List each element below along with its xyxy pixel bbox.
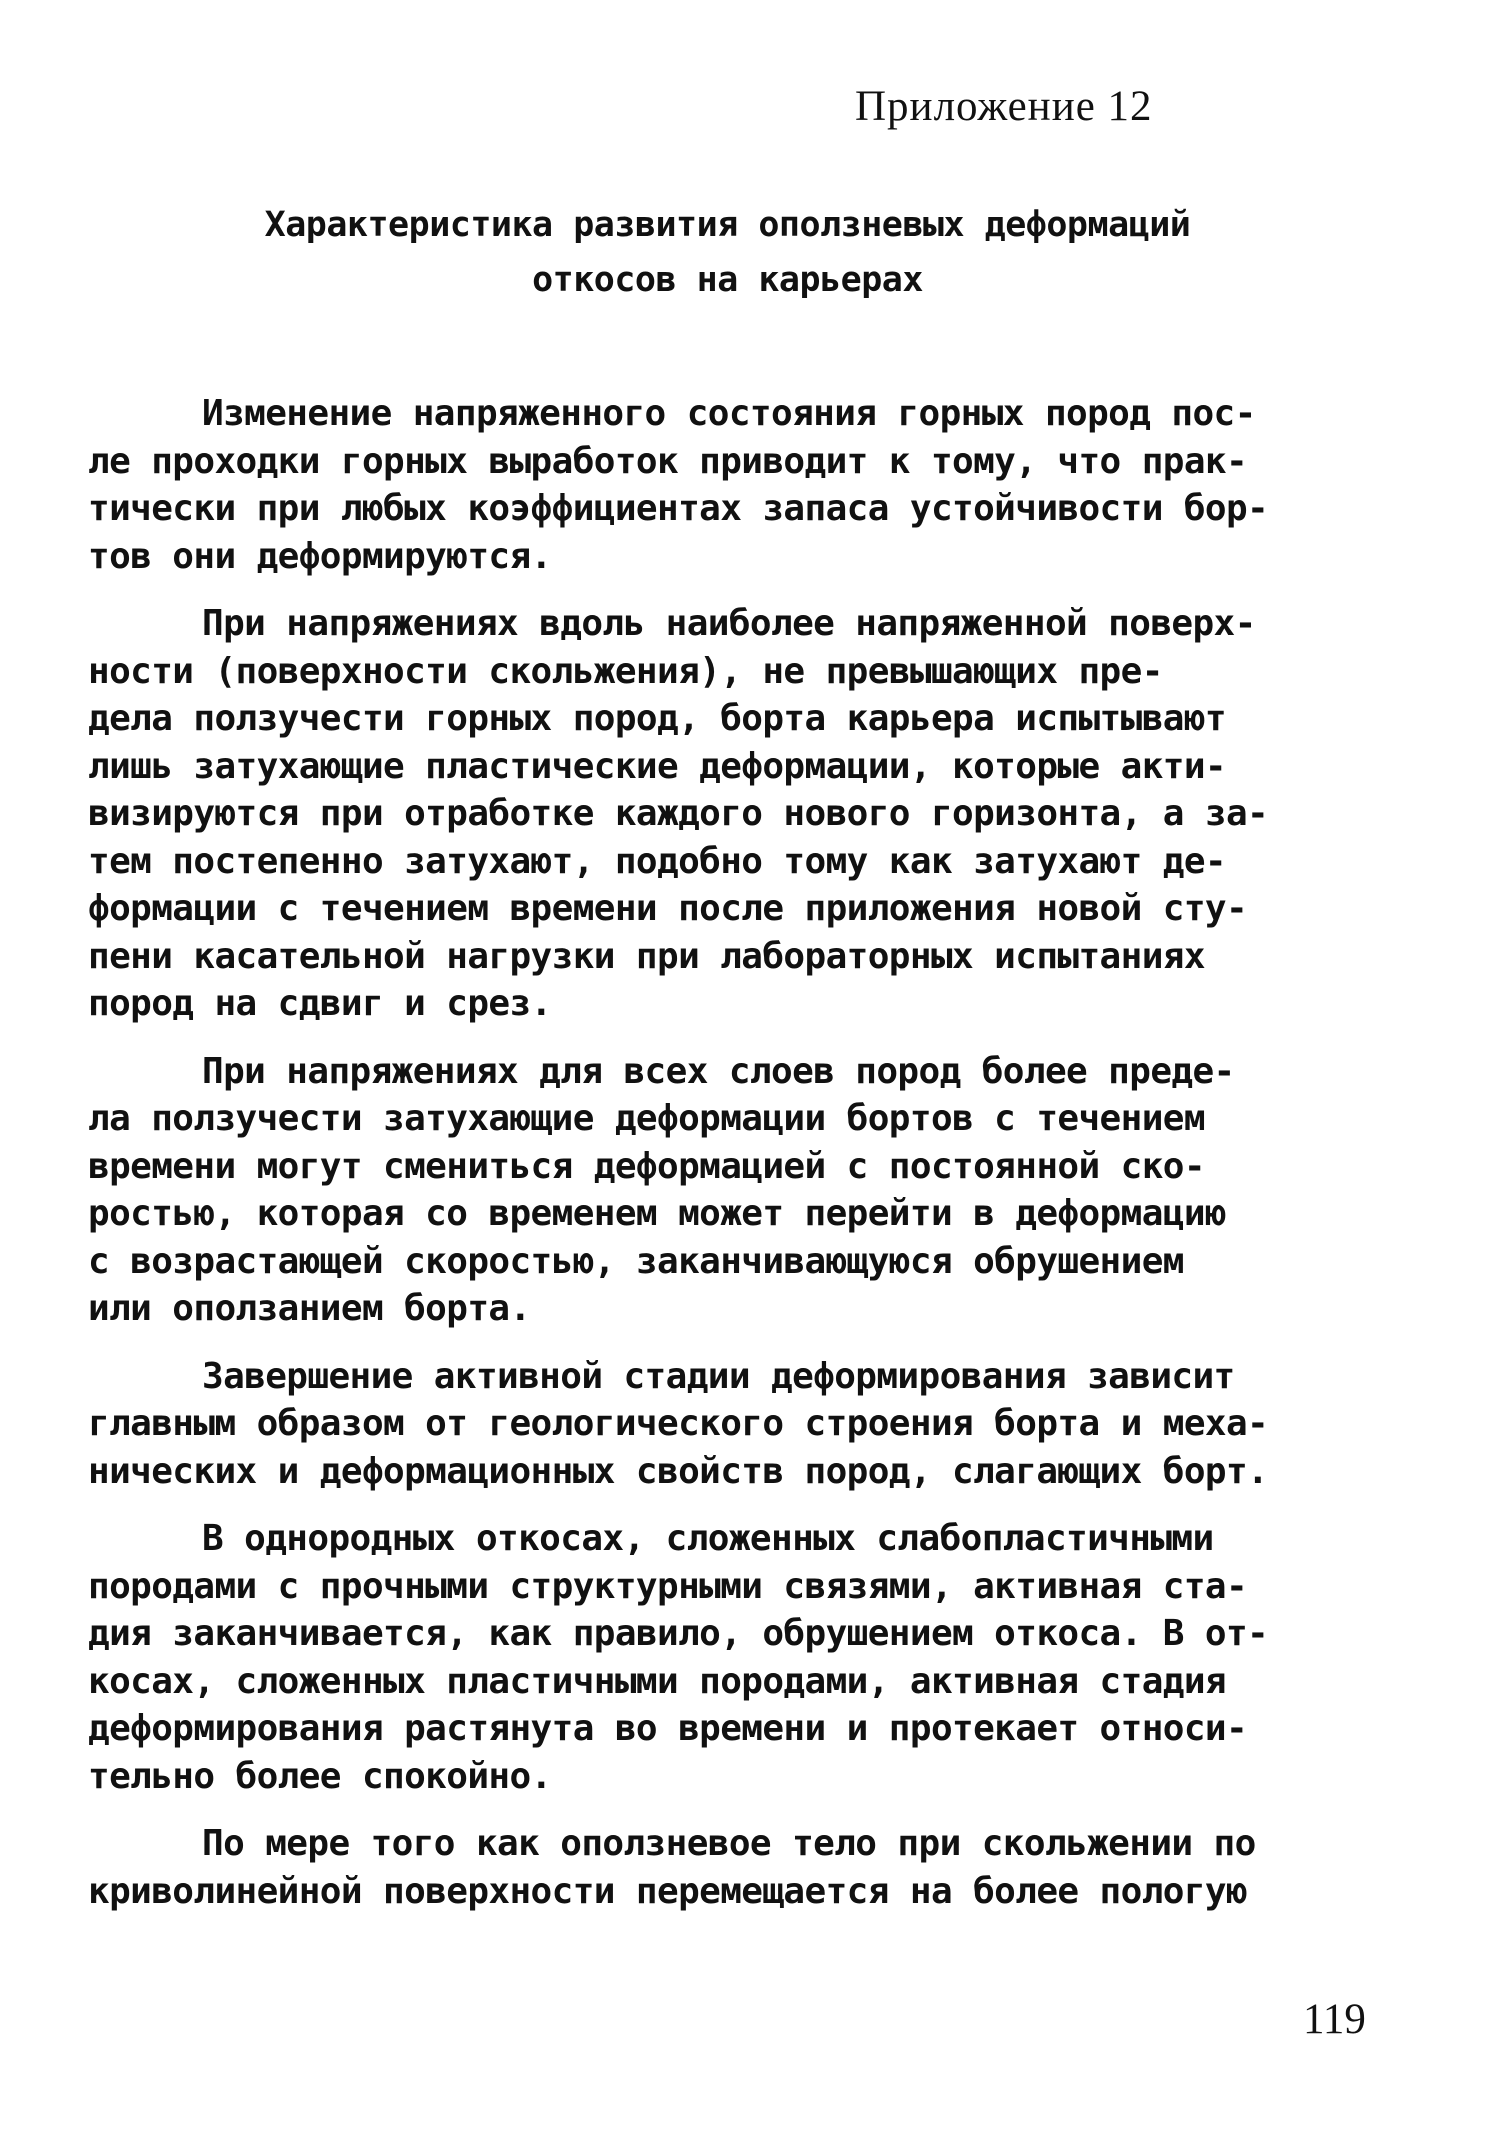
text-line: пени касательной нагрузки при лабораторных испытаниях: [88, 935, 1205, 977]
text-line: Изменение напряженного состояния горных пород пос-: [202, 393, 1256, 434]
text-line: времени могут смениться деформацией с постоянной ско-: [88, 1145, 1205, 1187]
text-line: тем постепенно затухают, подобно тому как затухают де-: [88, 840, 1226, 882]
text-line: При напряжениях вдоль наиболее напряженной поверх-: [202, 603, 1256, 644]
text-line: тельно более спокойно.: [88, 1755, 552, 1797]
text-line: ле проходки горных выработок приводит к тому, что прак-: [88, 440, 1248, 482]
text-line: деформирования растянута во времени и протекает относи-: [88, 1708, 1248, 1749]
text-line: дия заканчивается, как правило, обрушением откоса. В от-: [88, 1613, 1269, 1654]
text-line: формации с течением времени после приложения новой сту-: [88, 888, 1248, 929]
text-line: тически при любых коэффициентах запаса устойчивости бор-: [88, 488, 1269, 529]
title-line: Характеристика развития оползневых деформаций: [264, 205, 1191, 245]
paragraph: [88, 600, 1423, 1028]
text-line: криволинейной поверхности перемещается на более пологую: [88, 1870, 1248, 1912]
document-title: [140, 198, 1315, 308]
text-line: визируются при отработке каждого нового горизонта, а за-: [88, 793, 1269, 834]
text-line: лишь затухающие пластические деформации, которые акти-: [88, 745, 1226, 787]
text-line: ности (поверхности скольжения), не превышающих пре-: [88, 650, 1163, 692]
text-line: породами с прочными структурными связями, активная ста-: [88, 1565, 1248, 1607]
appendix-label: Приложение 12: [855, 83, 1153, 130]
text-line: ла ползучести затухающие деформации бортов с течением: [88, 1098, 1205, 1139]
paragraph: [88, 1048, 1423, 1333]
text-line: с возрастающей скоростью, заканчивающуюся обрушением: [88, 1240, 1184, 1282]
document-body: [88, 390, 1423, 1935]
paragraph: [88, 1820, 1423, 1915]
page-number: 119: [1303, 1996, 1366, 2043]
text-line: или оползанием борта.: [88, 1288, 531, 1329]
text-line: косах, сложенных пластичными породами, активная стадия: [88, 1660, 1226, 1702]
text-line: нических и деформационных свойств пород, слагающих борт.: [88, 1450, 1269, 1492]
text-line: дела ползучести горных пород, борта карьера испытывают: [88, 698, 1226, 739]
text-line: В однородных откосах, сложенных слабопластичными: [202, 1518, 1214, 1559]
text-line: пород на сдвиг и срез.: [88, 983, 552, 1024]
paragraph: [88, 1353, 1423, 1496]
text-line: главным образом от геологического строения борта и меха-: [88, 1403, 1269, 1444]
text-line: При напряжениях для всех слоев пород более преде-: [202, 1050, 1235, 1092]
paragraph: [88, 1515, 1423, 1800]
paragraph: [88, 390, 1423, 580]
text-line: Завершение активной стадии деформирования зависит: [202, 1355, 1235, 1397]
text-line: ростью, которая со временем может перейти в деформацию: [88, 1193, 1226, 1234]
title-line: откосов на карьерах: [532, 260, 923, 300]
text-line: По мере того как оползневое тело при скольжении по: [202, 1823, 1256, 1864]
text-line: тов они деформируются.: [88, 535, 552, 577]
